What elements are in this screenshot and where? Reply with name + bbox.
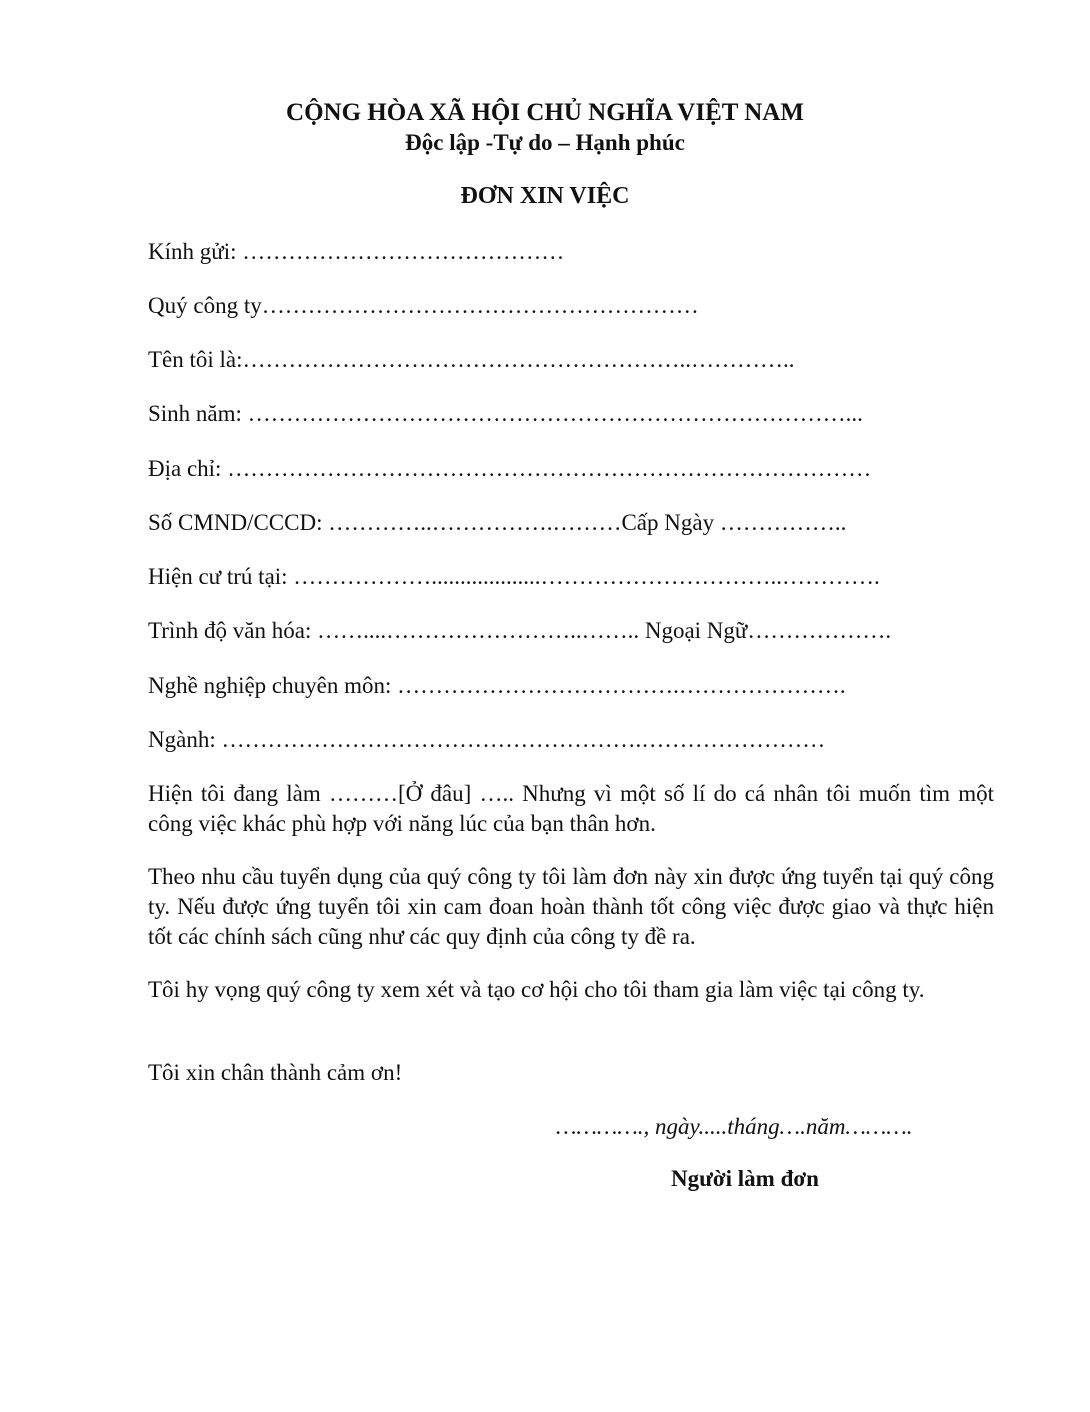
national-motto: Độc lập -Tự do – Hạnh phúc: [405, 130, 685, 155]
paragraph-recruitment: Theo nhu cầu tuyển dụng của quý công ty tôi làm đơn này xin được ứng tuyển tại quý công ty. Nếu được ứng tuyển tôi xin cam đoan hoàn thành tốt công việc được giao và thực hiện tốt các chính sách cũng như các quy định của công ty đề ra.: [148, 864, 994, 949]
paragraph-thanks: Tôi xin chân thành cảm ơn!: [148, 1060, 403, 1085]
field-sinh-nam: Sinh năm: ……………………………………………………………………...: [148, 401, 863, 426]
field-trinh-do: Trình độ văn hóa: ……....……………………..…….. Ngoại Ngữ……………….: [148, 618, 892, 643]
date-place-line: …………., ngày.....tháng….năm……….: [556, 1114, 913, 1139]
field-so-cmnd: Số CMND/CCCD: …………..…………….………Cấp Ngày ……………..: [148, 510, 847, 535]
signer-label: Người làm đơn: [671, 1166, 819, 1191]
field-nganh: Ngành: ……………………………………………….……………………: [148, 727, 826, 752]
paragraph-hope: Tôi hy vọng quý công ty xem xét và tạo cơ hội cho tôi tham gia làm việc tại công ty.: [148, 977, 925, 1002]
field-dia-chi: Địa chỉ: …………………………………………………………………………: [148, 456, 872, 481]
paragraph-current-job: Hiện tôi đang làm ………[Ở đâu] ….. Nhưng vì một số lí do cá nhân tôi muốn tìm một công việc khác phù hợp với năng lúc của bạn thân hơn.: [148, 781, 994, 836]
field-quy-cong-ty: Quý công ty…………………………………………………: [148, 293, 699, 318]
field-nghe-nghiep: Nghề nghiệp chuyên môn: ……………………………….………………….: [148, 673, 846, 698]
field-hien-cu-tru: Hiện cư trú tại: ………………...................…………………………..………….: [148, 564, 880, 589]
field-kinh-gui: Kính gửi: ……………………………………: [148, 239, 565, 264]
field-ten-toi-la: Tên tôi là:…………………………………………………..…………..: [148, 347, 795, 372]
national-title: CỘNG HÒA XÃ HỘI CHỦ NGHĨA VIỆT NAM: [286, 99, 804, 126]
document-title: ĐƠN XIN VIỆC: [460, 183, 630, 209]
